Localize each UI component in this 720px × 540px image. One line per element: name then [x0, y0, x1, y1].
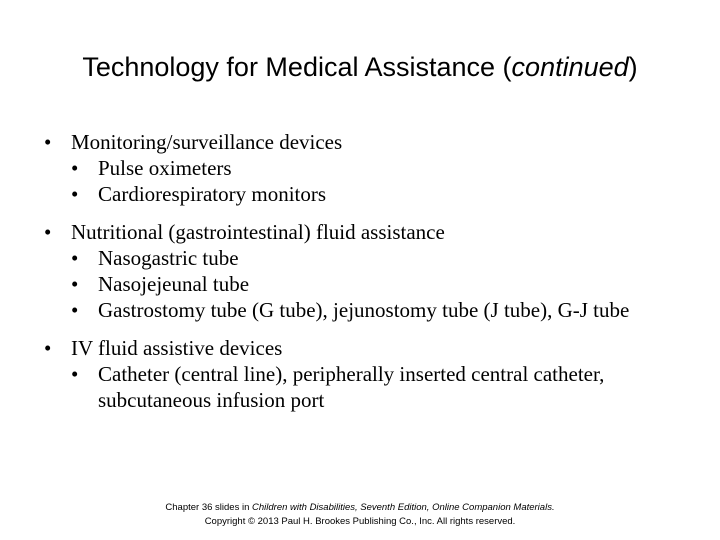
sub-item-label: Nasogastric tube: [98, 246, 239, 270]
bullet-group-iv-fluid: [44, 335, 704, 413]
footer-copyright: Copyright © 2013 Paul H. Brookes Publishing Co., Inc. All rights reserved.: [204, 516, 516, 527]
list-item: [71, 361, 704, 413]
bullet-content: [44, 129, 704, 425]
bullet-group-monitoring: [44, 129, 704, 207]
list-item: [71, 271, 704, 297]
sub-list: [71, 155, 704, 207]
sub-item-label: Pulse oximeters: [98, 156, 232, 180]
bullet-icon: •: [44, 336, 52, 360]
title-main: Technology for Medical Assistance (: [82, 52, 512, 82]
sub-list: [71, 361, 704, 413]
list-item: [44, 129, 704, 155]
footer-prefix: Chapter 36 slides in: [165, 502, 253, 513]
bullet-icon: •: [44, 220, 52, 244]
bullet-icon: •: [71, 246, 79, 270]
sub-item-label: Catheter (central line), peripherally inserted central catheter, subcutaneous infusion port: [98, 362, 605, 412]
sub-list: [71, 245, 704, 323]
bullet-icon: •: [71, 156, 79, 180]
bullet-label: Monitoring/surveillance devices: [71, 130, 343, 154]
bullet-icon: •: [71, 182, 79, 206]
footer: [0, 501, 720, 529]
slide-title: [0, 50, 720, 84]
title-close: ): [628, 52, 638, 82]
title-emphasis: continued: [511, 52, 629, 82]
footer-book-title: Children with Disabilities, Seventh Edition, Online Companion Materials.: [252, 502, 555, 513]
bullet-icon: •: [71, 298, 79, 322]
list-item: [71, 181, 704, 207]
list-item: [71, 297, 704, 323]
list-item: [71, 155, 704, 181]
bullet-icon: •: [71, 272, 79, 296]
footer-line-1: [0, 501, 720, 515]
list-item: [44, 219, 704, 245]
bullet-label: IV fluid assistive devices: [71, 336, 283, 360]
list-item: [71, 245, 704, 271]
bullet-group-nutritional: [44, 219, 704, 323]
bullet-icon: •: [71, 362, 79, 386]
sub-item-label: Nasojejeunal tube: [98, 272, 250, 296]
bullet-icon: •: [44, 130, 52, 154]
bullet-label: Nutritional (gastrointestinal) fluid assistance: [71, 220, 445, 244]
sub-item-label: Gastrostomy tube (G tube), jejunostomy tube (J tube), G-J tube: [98, 298, 630, 322]
sub-item-label: Cardiorespiratory monitors: [98, 182, 327, 206]
list-item: [44, 335, 704, 361]
